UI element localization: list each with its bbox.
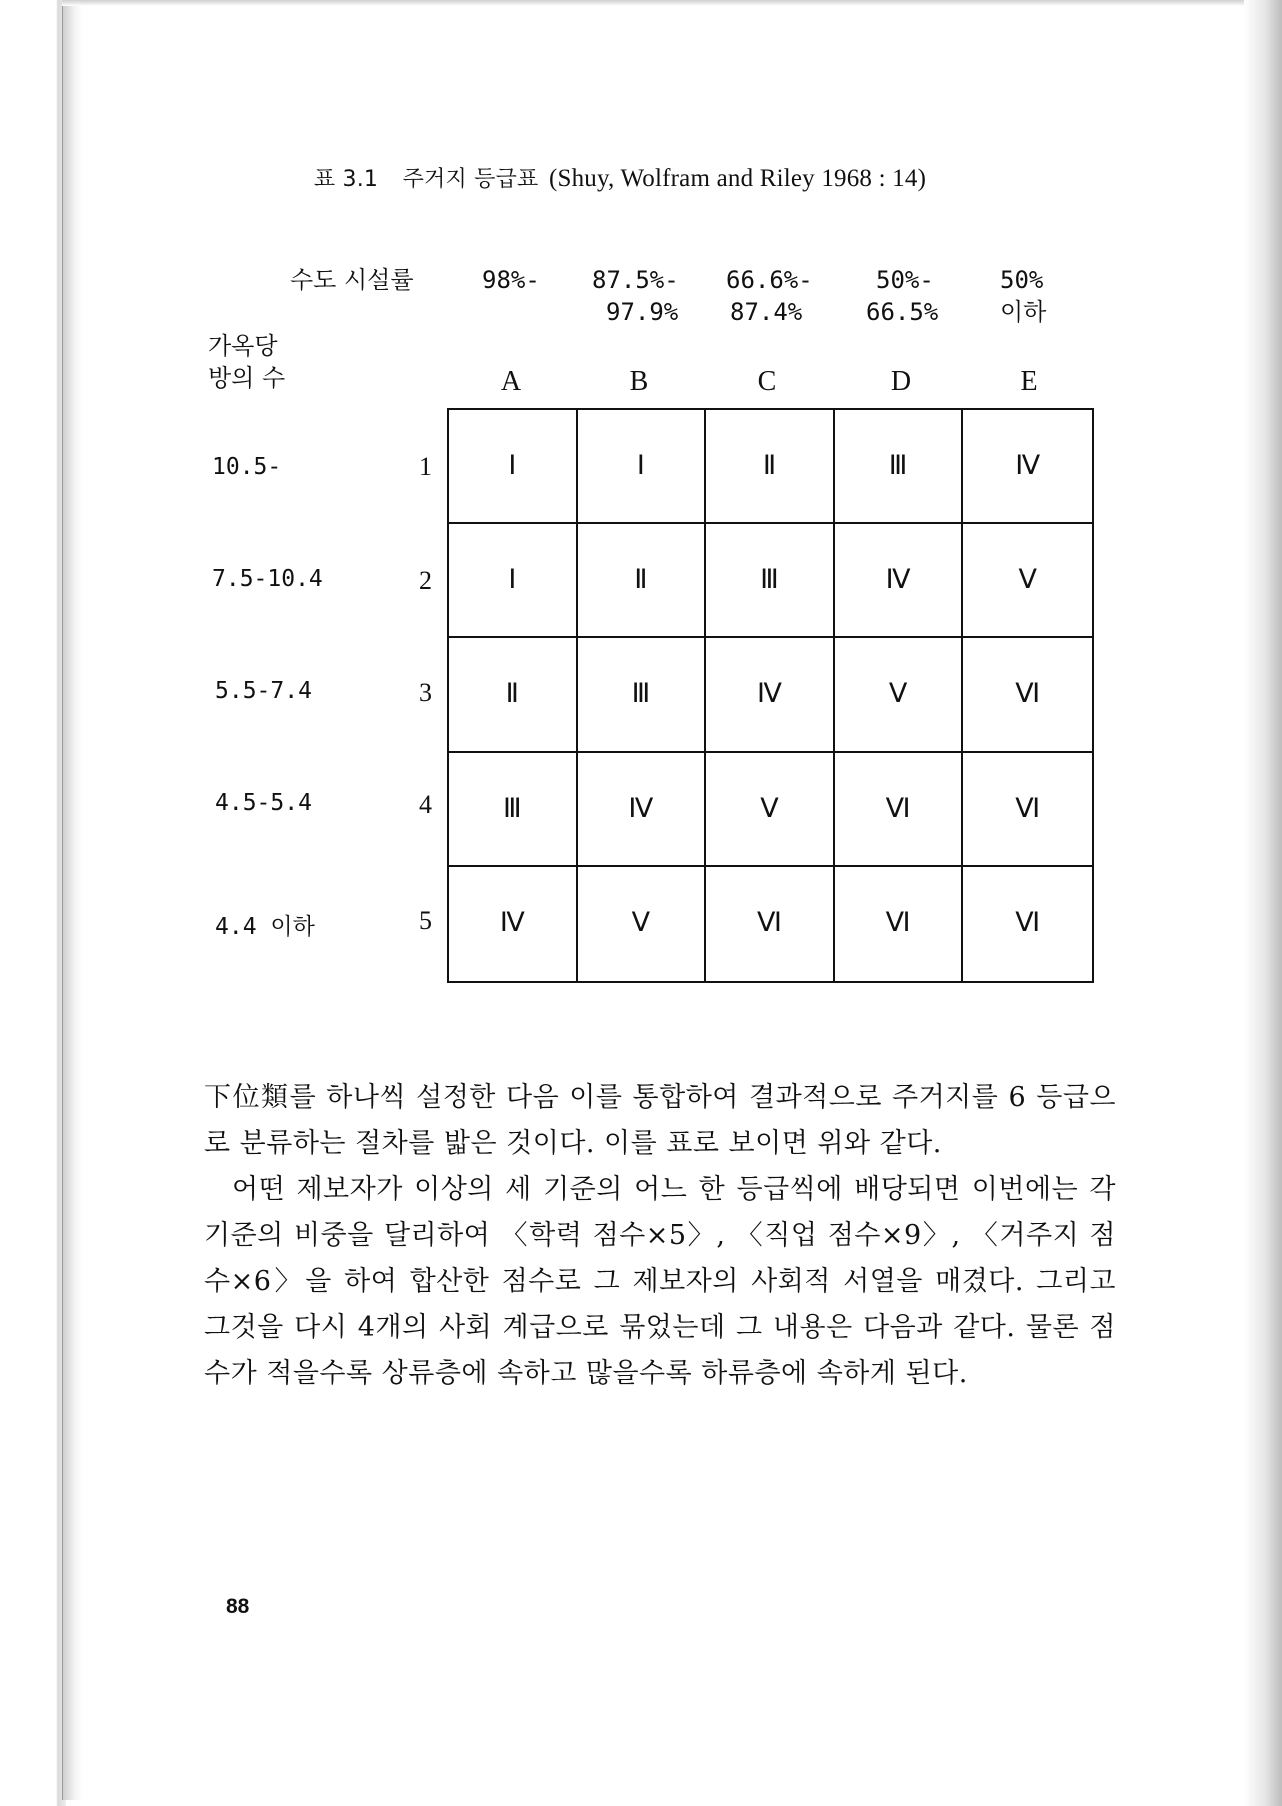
range-d-line2: 66.5%	[866, 298, 939, 326]
grade-cell: Ⅴ	[963, 524, 1092, 638]
grade-cell: Ⅵ	[963, 753, 1092, 867]
grade-cell: Ⅵ	[706, 867, 835, 981]
grade-cell: Ⅵ	[835, 867, 964, 981]
row-number-3: 3	[419, 678, 432, 707]
rooms-per-house-label-2: 방의 수	[208, 364, 286, 392]
range-e-line2: 이하	[1000, 298, 1047, 326]
grade-cell: Ⅲ	[449, 753, 578, 867]
grade-cell: Ⅴ	[578, 867, 707, 981]
column-letter-c: C	[757, 366, 777, 397]
row-number-4: 4	[419, 790, 432, 819]
grade-cell: Ⅳ	[706, 638, 835, 752]
column-letter-a: A	[500, 366, 522, 397]
grade-cell: Ⅱ	[449, 638, 578, 752]
book-left-edge	[62, 6, 83, 1800]
row-range-4: 4.5-5.4	[215, 790, 312, 816]
row-number-1: 1	[419, 452, 432, 481]
grade-cell: Ⅳ	[578, 753, 707, 867]
grade-cell: Ⅵ	[835, 753, 964, 867]
range-c-line1: 66.6%-	[726, 266, 813, 294]
table-source: (Shuy, Wolfram and Riley 1968 : 14)	[548, 165, 927, 192]
row-range-1: 10.5-	[212, 454, 282, 480]
grade-cell: Ⅱ	[578, 524, 707, 638]
book-right-edge	[1244, 0, 1282, 1806]
grade-cell: Ⅰ	[578, 410, 707, 524]
grade-cell: Ⅴ	[835, 638, 964, 752]
table-title: 주거지 등급표	[402, 167, 539, 192]
row-number-2: 2	[419, 566, 432, 595]
grade-cell: Ⅳ	[835, 524, 964, 638]
table-caption	[200, 162, 1040, 193]
row-range-3: 5.5-7.4	[215, 678, 312, 704]
grade-cell: Ⅱ	[706, 410, 835, 524]
range-b-line2: 97.9%	[606, 298, 679, 326]
range-e-line1: 50%	[1000, 266, 1044, 294]
grade-cell: Ⅳ	[963, 410, 1092, 524]
grade-cell: Ⅲ	[578, 638, 707, 752]
paragraph-1: 下位類를 하나씩 설정한 다음 이를 통합하여 결과적으로 주거지를 6 등급으로 분류하는 절차를 밟은 것이다. 이를 표로 보이면 위와 같다.	[204, 1082, 1116, 1159]
range-d-line1: 50%-	[876, 266, 934, 294]
range-b-line1: 87.5%-	[592, 266, 679, 294]
grade-cell: Ⅵ	[1015, 906, 1041, 937]
grade-cell: Ⅳ	[449, 867, 578, 981]
body-text	[204, 1075, 1116, 1397]
table-label: 표 3.1	[313, 167, 379, 192]
grade-cell: Ⅰ	[449, 524, 578, 638]
column-letter-d: D	[890, 366, 912, 397]
paragraph-2: 어떤 제보자가 이상의 세 기준의 어느 한 등급씩에 배당되면 이번에는 각 기준의 비중을 달리하여 〈학력 점수×5〉, 〈직업 점수×9〉, 〈거주지 점수×6〉을 하여 합산한 점수로 그 제보자의 사회적 서열을 매겼다. 그리고 그것을 다시 4개의 사회 계급으로 묶었는데 그 내용은 다음과 같다. 물론 점수가 적을수록 상류층에 속하고 많을수록 하류층에 속하게 된다.	[204, 1174, 1116, 1389]
book-spine-shadow	[0, 0, 66, 1806]
grade-cell: Ⅲ	[835, 410, 964, 524]
column-letter-e: E	[1020, 366, 1038, 397]
rooms-per-house-label-1: 가옥당	[208, 332, 278, 360]
grade-cell: Ⅰ	[449, 410, 578, 524]
grade-table	[447, 408, 1094, 983]
row-range-5: 4.4 이하	[215, 914, 315, 940]
range-c-line2: 87.4%	[730, 298, 803, 326]
row-range-2: 7.5-10.4	[212, 566, 323, 592]
page-number: 88	[226, 1595, 250, 1618]
grade-cell: Ⅵ	[963, 638, 1092, 752]
column-letter-b: B	[629, 366, 649, 397]
row-number-5: 5	[419, 906, 432, 935]
grade-cell: Ⅴ	[706, 753, 835, 867]
range-a-line1: 98%-	[482, 266, 540, 294]
grade-cell: Ⅲ	[706, 524, 835, 638]
water-supply-label: 수도 시설률	[290, 266, 414, 294]
